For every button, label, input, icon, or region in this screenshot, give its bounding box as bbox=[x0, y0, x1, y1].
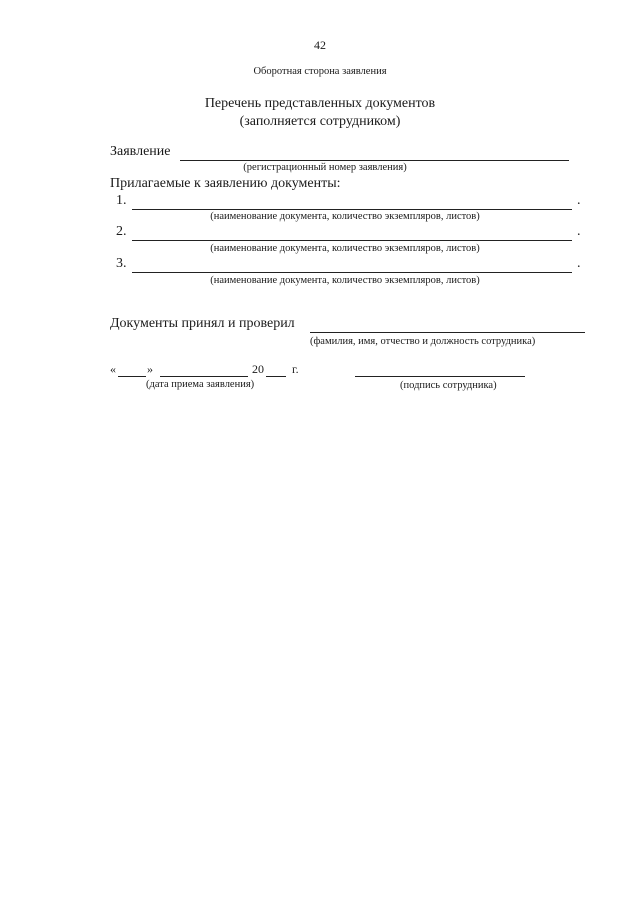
item-end-dot: . bbox=[577, 193, 581, 208]
item-number: 3. bbox=[116, 256, 127, 271]
item-number: 2. bbox=[116, 224, 127, 239]
date-year-prefix: 20 bbox=[252, 362, 264, 376]
signature-hint: (подпись сотрудника) bbox=[400, 380, 497, 391]
document-hint: (наименование документа, количество экземпляров, листов) bbox=[210, 211, 480, 222]
application-label: Заявление bbox=[110, 144, 171, 159]
date-hint: (дата приема заявления) bbox=[146, 379, 255, 390]
page-number: 42 bbox=[314, 38, 326, 52]
item-end-dot: . bbox=[577, 224, 581, 239]
date-year-suffix: г. bbox=[292, 362, 299, 376]
subtitle: Оборотная сторона заявления bbox=[253, 66, 387, 77]
document-field[interactable] bbox=[132, 209, 572, 210]
application-hint: (регистрационный номер заявления) bbox=[243, 162, 407, 173]
heading-line-2: (заполняется сотрудником) bbox=[239, 114, 401, 129]
attached-label: Прилагаемые к заявлению документы: bbox=[110, 176, 341, 191]
accepted-hint: (фамилия, имя, отчество и должность сотрудника) bbox=[310, 336, 536, 347]
date-close-quote: » bbox=[147, 362, 153, 376]
item-number: 1. bbox=[116, 193, 127, 208]
employee-name-field[interactable] bbox=[310, 332, 585, 333]
date-open-quote: « bbox=[110, 362, 116, 376]
signature-field[interactable] bbox=[355, 376, 525, 377]
document-field[interactable] bbox=[132, 272, 572, 273]
document-field[interactable] bbox=[132, 240, 572, 241]
application-number-field[interactable] bbox=[180, 160, 569, 161]
date-month-field[interactable] bbox=[160, 376, 248, 377]
document-hint: (наименование документа, количество экземпляров, листов) bbox=[210, 243, 480, 254]
document-hint: (наименование документа, количество экземпляров, листов) bbox=[210, 275, 480, 286]
heading-line-1: Перечень представленных документов bbox=[204, 96, 436, 111]
item-end-dot: . bbox=[577, 256, 581, 271]
date-year-field[interactable] bbox=[266, 376, 286, 377]
date-day-field[interactable] bbox=[118, 376, 146, 377]
accepted-label: Документы принял и проверил bbox=[110, 316, 295, 331]
